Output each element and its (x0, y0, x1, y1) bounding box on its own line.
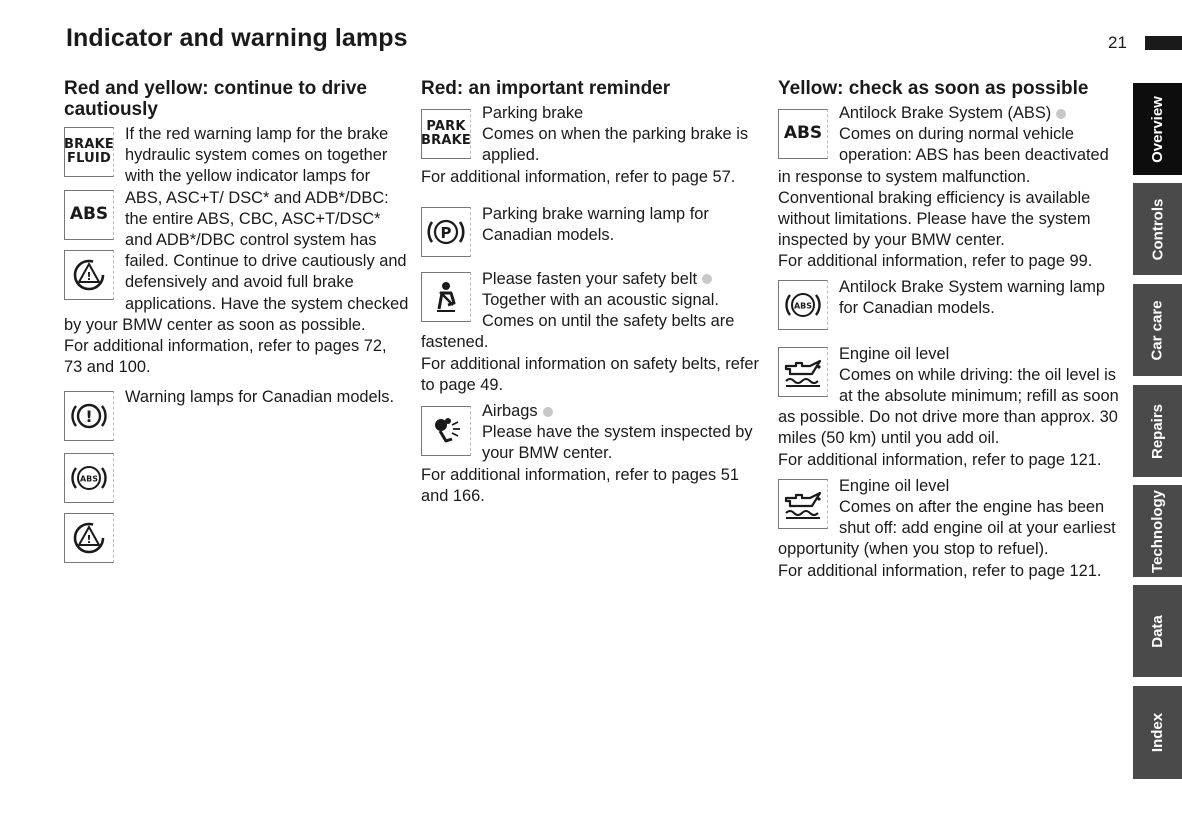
section-heading-red-yellow: Red and yellow: continue to drive cautiously (64, 78, 367, 120)
abs-canada-text: Antilock Brake System warning lamp for Canadian models. (839, 277, 1105, 317)
abs-yellow-icon (778, 109, 828, 159)
oil-shutoff-text: Comes on after the engine has been shut off: add engine oil at your earliest opportunity (when you stop to refuel). (778, 498, 1116, 559)
oil-driving-reference: For additional information, refer to page 121. (778, 450, 1102, 469)
parking-brake-entry (421, 103, 766, 188)
tab-overview[interactable] (1133, 83, 1182, 175)
park-brake-icon (421, 109, 471, 159)
parking-brake-canada-icon (421, 207, 471, 257)
indicator-dot (543, 407, 553, 417)
column-yellow (778, 78, 1123, 586)
brake-fluid-icon-line2: FLUID (67, 151, 111, 166)
abs-canada-yellow-icon-label: ABS (793, 301, 813, 311)
svg-text:!: ! (85, 407, 93, 427)
airbag-reference: For additional information, refer to pages 51 and 166. (421, 465, 739, 505)
oil-can-icon-2 (778, 479, 828, 529)
oil-driving-title: Engine oil level (839, 344, 950, 363)
abs-yellow-icon-label: ABS (783, 123, 823, 144)
tab-car-care[interactable] (1133, 284, 1182, 376)
abs-entry (778, 103, 1123, 273)
seatbelt-reference: For additional information on safety belts, refer to page 49. (421, 354, 760, 394)
tab-repairs-label: Repairs (1149, 403, 1166, 459)
abs-title-text: Antilock Brake System (ABS) (839, 104, 1052, 122)
abs-icon-label: ABS (69, 204, 109, 225)
tab-controls[interactable] (1133, 183, 1182, 275)
oil-shutoff-title: Engine oil level (839, 476, 950, 495)
parking-brake-canada-icon-label: P (440, 223, 452, 242)
brake-fluid-icon-line1: BRAKE (64, 137, 114, 153)
oil-level-driving-entry (778, 344, 1123, 471)
abs-canada-yellow-icon (778, 280, 828, 330)
airbag-title (421, 401, 766, 422)
seatbelt-title (421, 269, 766, 290)
chapter-tabs (1133, 83, 1182, 779)
svg-text:!: ! (86, 270, 92, 283)
indicator-dot (702, 274, 712, 284)
airbag-entry (421, 401, 766, 507)
warning-triangle-arrow-icon-2 (64, 513, 114, 563)
abs-title (778, 103, 1123, 124)
canadian-warning-entry (64, 387, 409, 563)
parking-brake-text: Comes on when the parking brake is applied. (482, 125, 749, 165)
tab-car-care-label: Car care (1149, 299, 1167, 361)
column-red-yellow (64, 78, 409, 563)
parking-brake-title: Parking brake (482, 104, 584, 122)
seatbelt-icon (421, 272, 471, 322)
oil-shutoff-reference: For additional information, refer to page 121. (778, 561, 1102, 580)
svg-text:!: ! (86, 533, 92, 547)
tab-data[interactable] (1133, 585, 1182, 677)
tab-overview-label: Overview (1149, 95, 1166, 163)
page-number: 21 (1108, 33, 1127, 52)
seatbelt-entry (421, 269, 766, 396)
indicator-dot (1056, 109, 1066, 119)
page-number-bar (1145, 36, 1182, 50)
tab-technology[interactable] (1133, 485, 1182, 577)
tab-repairs[interactable] (1133, 385, 1182, 477)
abs-canada-icon-label: ABS (79, 474, 99, 484)
abs-canada-icon (64, 453, 114, 503)
red-yellow-entry (64, 124, 409, 378)
canadian-warning-text: Warning lamps for Canadian models. (125, 388, 395, 407)
oil-driving-text: Comes on while driving: the oil level is at the absolute minimum; refill as soon as possible. Do not drive more than approx. 30 miles (50 km) until you add oil. (778, 365, 1119, 448)
oil-level-shutoff-entry (778, 476, 1123, 582)
airbag-text: Please have the system inspected by your BMW center. (482, 423, 753, 463)
abs-text: Comes on during normal vehicle operation: ABS has been deactivated in response to system malfunction. Conventional braking efficiency is available without limitations. Please have the system inspected by your BMW center. (778, 125, 1109, 250)
warning-triangle-arrow-icon (64, 250, 114, 300)
brake-warning-canada-icon (64, 391, 114, 441)
brake-fluid-icon (64, 127, 114, 177)
seatbelt-title-text: Please fasten your safety belt (482, 269, 698, 288)
tab-index[interactable] (1133, 686, 1182, 779)
parking-brake-canada-entry (421, 204, 766, 259)
red-yellow-description: If the red warning lamp for the brake hydraulic system comes on together with the yellow indicator lamps for ABS, ASC+T/ DSC* and ADB*/DBC: the entire ABS, CBC, ASC+T/DSC* and ADB*/DBC control system has failed. Continue to drive cautiously and defensively and avoid full brake applications. Have the system checked by your BMW center as soon as possible. (64, 125, 409, 334)
tab-data-label: Data (1148, 614, 1166, 648)
abs-icon-wrap (64, 179, 125, 302)
airbag-title-text: Airbags (482, 402, 538, 421)
section-heading-yellow: Yellow: check as soon as possible (778, 78, 1089, 99)
page-title: Indicator and warning lamps (66, 24, 408, 52)
parking-brake-reference: For additional information, refer to page 57. (421, 167, 736, 186)
abs-reference: For additional information, refer to page 99. (778, 252, 1093, 271)
abs-icon (64, 190, 114, 240)
park-brake-icon-line2: BRAKE (421, 133, 471, 148)
seatbelt-text: Together with an acoustic signal. Comes on until the safety belts are fastened. (421, 291, 735, 352)
section-heading-red: Red: an important reminder (421, 78, 671, 99)
tab-technology-label: Technology (1149, 489, 1166, 573)
abs-canada-entry (778, 277, 1123, 332)
parking-brake-canada-text: Parking brake warning lamp for Canadian models. (482, 204, 709, 245)
park-brake-icon-line1: PARK (426, 119, 466, 135)
tab-index-label: Index (1149, 712, 1166, 753)
column-red (421, 78, 766, 511)
airbag-icon (421, 406, 471, 456)
oil-can-icon (778, 347, 828, 397)
red-yellow-reference: For additional information, refer to pages 72, 73 and 100. (64, 337, 387, 377)
tab-controls-label: Controls (1149, 198, 1167, 260)
